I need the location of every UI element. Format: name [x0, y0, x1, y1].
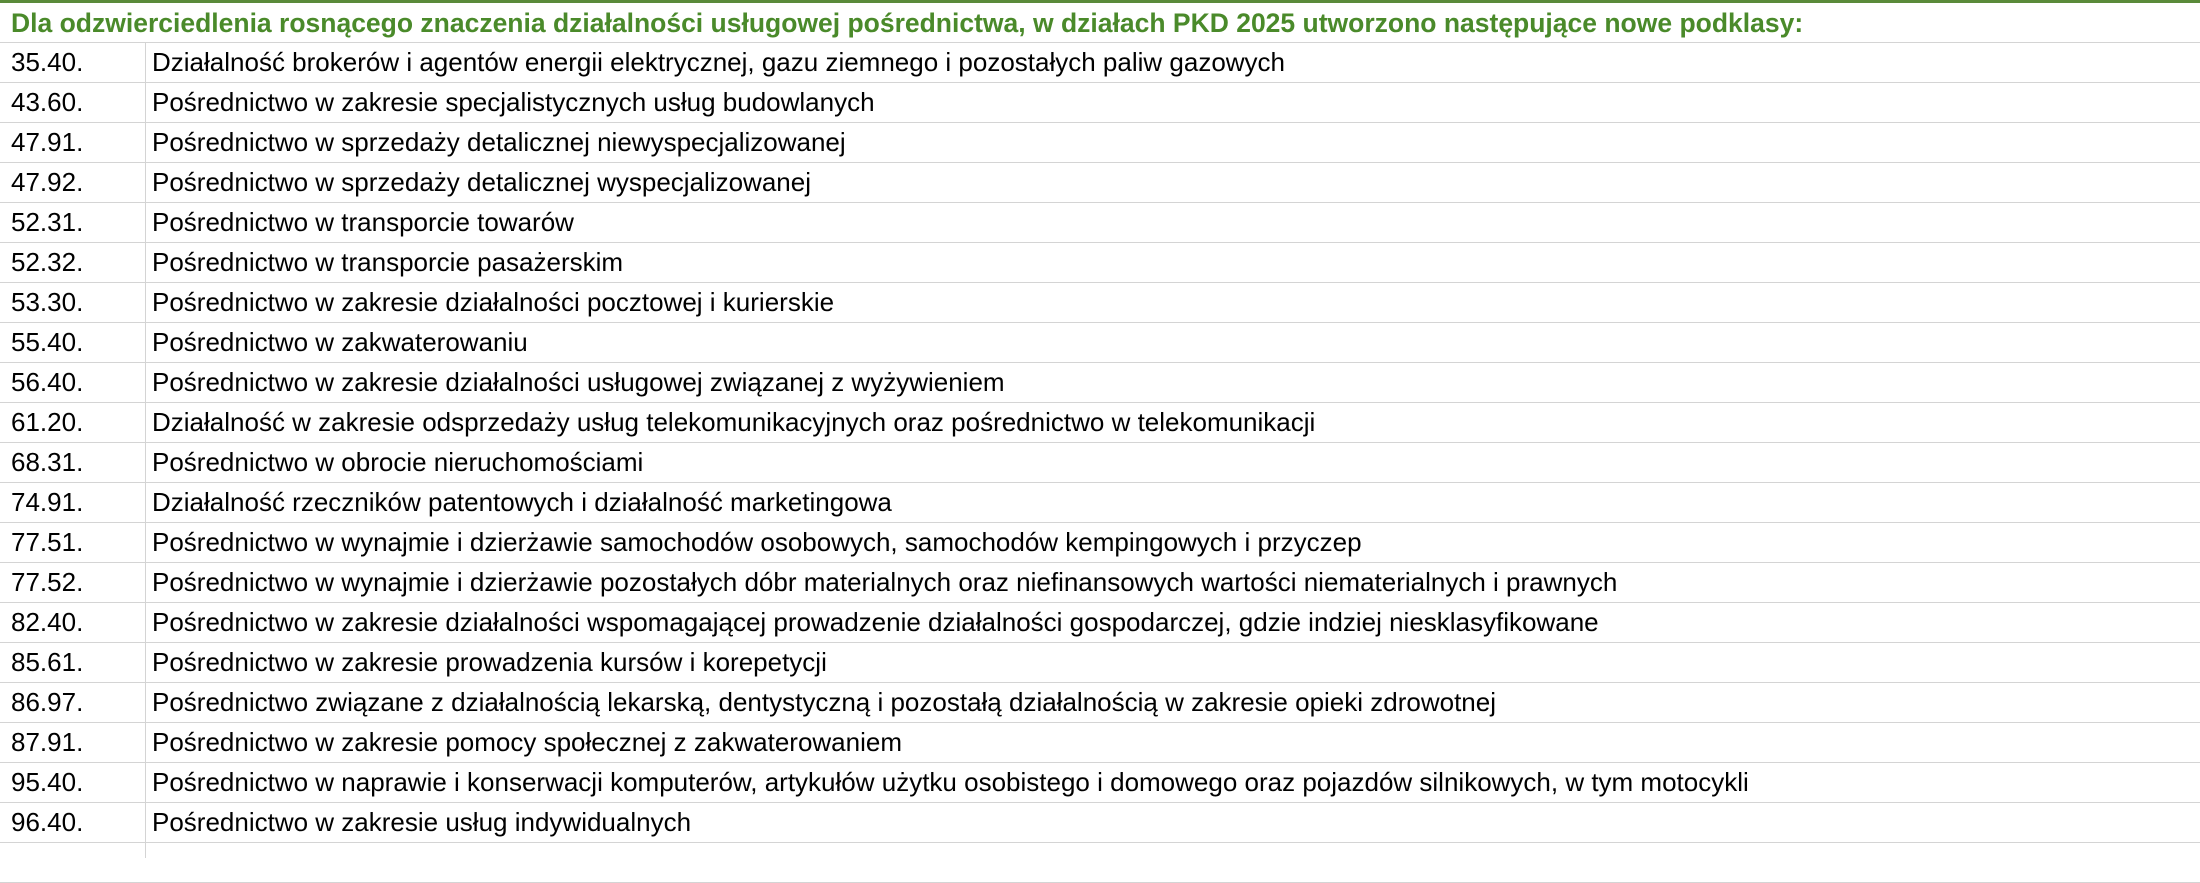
table-row[interactable] — [0, 363, 2200, 403]
description-cell[interactable]: Pośrednictwo związane z działalnością lekarską, dentystyczną i pozostałą działalnością w zakresie opieki zdrowotnej — [152, 687, 1497, 717]
code-cell[interactable]: 52.32. — [11, 247, 84, 277]
table-row[interactable] — [0, 203, 2200, 243]
code-cell[interactable]: 87.91. — [11, 727, 84, 757]
code-cell[interactable]: 95.40. — [11, 767, 84, 797]
data-rows — [0, 43, 2200, 883]
table-row[interactable] — [0, 603, 2200, 643]
code-cell[interactable]: 55.40. — [11, 327, 84, 357]
description-cell[interactable]: Pośrednictwo w transporcie towarów — [152, 207, 574, 237]
table-row[interactable] — [0, 83, 2200, 123]
table-row[interactable] — [0, 163, 2200, 203]
description-cell[interactable]: Pośrednictwo w sprzedaży detalicznej wyspecjalizowanej — [152, 167, 811, 197]
code-cell[interactable]: 61.20. — [11, 407, 84, 437]
table-row[interactable] — [0, 43, 2200, 83]
table-row[interactable] — [0, 523, 2200, 563]
description-cell[interactable]: Pośrednictwo w zakresie pomocy społecznej z zakwaterowaniem — [152, 727, 902, 757]
code-cell[interactable]: 96.40. — [11, 807, 84, 837]
description-cell[interactable]: Pośrednictwo w wynajmie i dzierżawie samochodów osobowych, samochodów kempingowych i przyczep — [152, 527, 1362, 557]
description-cell[interactable]: Działalność rzeczników patentowych i działalność marketingowa — [152, 487, 892, 517]
code-cell[interactable]: 86.97. — [11, 687, 84, 717]
description-cell[interactable]: Pośrednictwo w zakwaterowaniu — [152, 327, 528, 357]
code-cell[interactable]: 52.31. — [11, 207, 84, 237]
table-row[interactable] — [0, 443, 2200, 483]
code-cell[interactable]: 68.31. — [11, 447, 84, 477]
code-cell[interactable]: 77.51. — [11, 527, 84, 557]
code-cell[interactable]: 35.40. — [11, 47, 84, 77]
table-row[interactable] — [0, 243, 2200, 283]
code-cell[interactable]: 56.40. — [11, 367, 84, 397]
description-cell[interactable]: Pośrednictwo w zakresie usług indywidualnych — [152, 807, 692, 837]
description-cell[interactable]: Działalność brokerów i agentów energii elektrycznej, gazu ziemnego i pozostałych paliw gazowych — [152, 47, 1286, 77]
description-cell[interactable]: Pośrednictwo w wynajmie i dzierżawie pozostałych dóbr materialnych oraz niefinansowych wartości niematerialnych i prawnych — [152, 567, 1618, 597]
code-cell[interactable] — [11, 843, 143, 882]
table-row[interactable] — [0, 843, 2200, 883]
title-cell[interactable]: Dla odzwierciedlenia rosnącego znaczenia działalności usługowej pośrednictwa, w działach PKD 2025 utworzono następujące nowe podklasy: — [11, 8, 1804, 38]
code-cell[interactable]: 47.91. — [11, 127, 84, 157]
table-row[interactable] — [0, 763, 2200, 803]
table-row[interactable] — [0, 683, 2200, 723]
description-cell[interactable]: Pośrednictwo w sprzedaży detalicznej niewyspecjalizowanej — [152, 127, 846, 157]
code-cell[interactable]: 77.52. — [11, 567, 84, 597]
description-cell[interactable]: Pośrednictwo w transporcie pasażerskim — [152, 247, 624, 277]
code-cell[interactable]: 53.30. — [11, 287, 84, 317]
table-row[interactable] — [0, 123, 2200, 163]
code-cell[interactable]: 85.61. — [11, 647, 84, 677]
table-row[interactable] — [0, 643, 2200, 683]
table-row[interactable] — [0, 723, 2200, 763]
table-row[interactable] — [0, 323, 2200, 363]
description-cell[interactable]: Pośrednictwo w zakresie działalności wspomagającej prowadzenie działalności gospodarczej, gdzie indziej niesklasyfikowane — [152, 607, 1599, 637]
code-cell[interactable]: 43.60. — [11, 87, 84, 117]
code-cell[interactable]: 82.40. — [11, 607, 84, 637]
table-row[interactable] — [0, 483, 2200, 523]
description-cell[interactable]: Pośrednictwo w zakresie prowadzenia kursów i korepetycji — [152, 647, 827, 677]
table-row[interactable] — [0, 283, 2200, 323]
description-cell[interactable]: Pośrednictwo w naprawie i konserwacji komputerów, artykułów użytku osobistego i domowego oraz pojazdów silnikowych, w tym motocykli — [152, 767, 1749, 797]
table-row[interactable] — [0, 803, 2200, 843]
description-cell[interactable]: Pośrednictwo w zakresie działalności pocztowej i kurierskie — [152, 287, 835, 317]
code-cell[interactable]: 74.91. — [11, 487, 84, 517]
description-cell[interactable]: Pośrednictwo w zakresie specjalistycznych usług budowlanych — [152, 87, 875, 117]
table-row[interactable] — [0, 563, 2200, 603]
description-cell[interactable]: Pośrednictwo w zakresie działalności usługowej związanej z wyżywieniem — [152, 367, 1005, 397]
description-cell[interactable]: Pośrednictwo w obrocie nieruchomościami — [152, 447, 644, 477]
description-cell[interactable]: Działalność w zakresie odsprzedaży usług telekomunikacyjnych oraz pośrednictwo w telekomunikacji — [152, 407, 1316, 437]
title-row[interactable] — [0, 3, 2200, 43]
code-cell[interactable]: 47.92. — [11, 167, 84, 197]
table-row[interactable] — [0, 403, 2200, 443]
